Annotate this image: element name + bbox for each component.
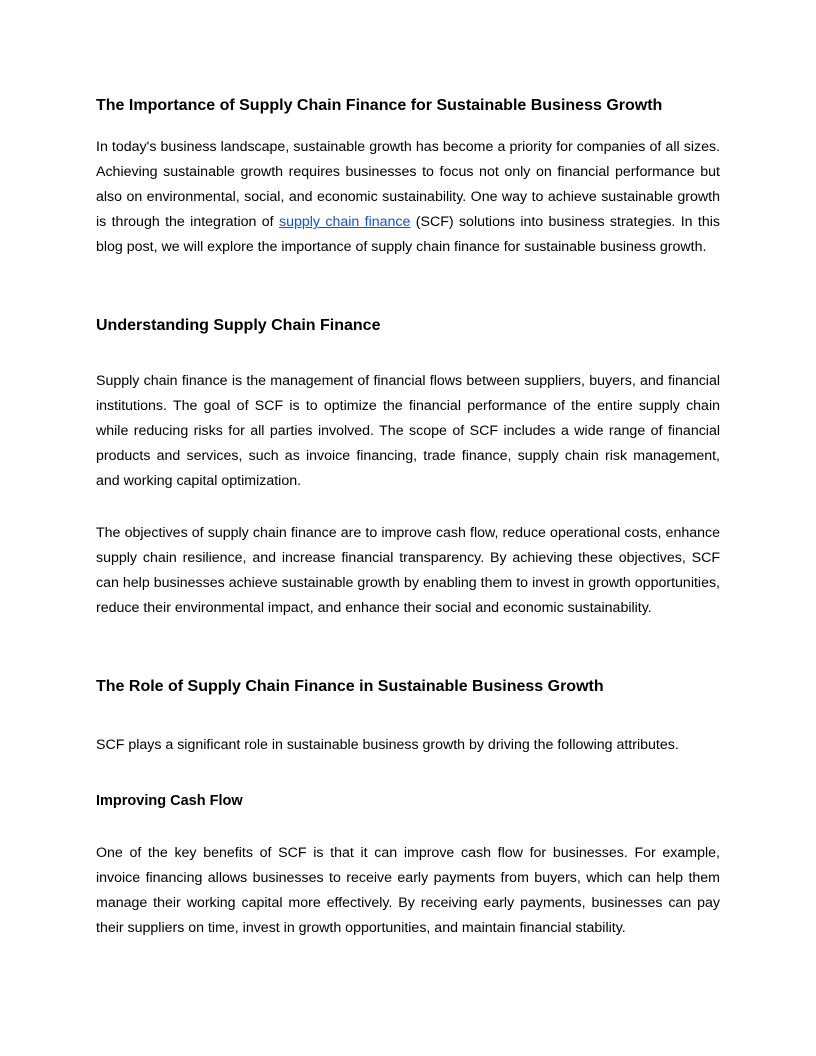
supply-chain-finance-link[interactable]: supply chain finance (279, 214, 411, 231)
intro-text-before-link: In today's business landscape, sustainable growth has become a priority for companies of all sizes. Achieving sustainable growth requires businesses to focus not only on financial performance but also on environmental, social, and economic sustainability. One way to achieve sustainable growth is through the integration of (96, 139, 720, 231)
section-heading-role-of-scf: The Role of Supply Chain Finance in Sustainable Business Growth (96, 678, 604, 695)
understanding-paragraph-2: The objectives of supply chain finance are to improve cash flow, reduce operational costs, enhance supply chain resilience, and increase financial transparency. By achieving these objectives, SCF can help businesses achieve sustainable growth by enabling them to invest in growth opportunities, reduce their environmental impact, and enhance their social and economic sustainability. (96, 525, 720, 617)
subheading-improving-cash-flow: Improving Cash Flow (96, 793, 243, 809)
understanding-paragraph-1: Supply chain finance is the management of financial flows between suppliers, buyers, and financial institutions. The goal of SCF is to optimize the financial performance of the entire supply chain while reducing risks for all parties involved. The scope of SCF includes a wide range of financial products and services, such as invoice financing, trade finance, supply chain risk management, and working capital optimization. (96, 373, 720, 490)
intro-paragraph (96, 135, 720, 260)
improving-cash-flow-paragraph: One of the key benefits of SCF is that it can improve cash flow for businesses. For example, invoice financing allows businesses to receive early payments from buyers, which can help them manage their working capital more effectively. By receiving early payments, businesses can pay their suppliers on time, invest in growth opportunities, and maintain financial stability. (96, 845, 720, 937)
document-title: The Importance of Supply Chain Finance for Sustainable Business Growth (96, 97, 663, 114)
section-heading-understanding-scf: Understanding Supply Chain Finance (96, 317, 381, 334)
intro-text-after-link: (SCF) solutions into business strategies. In this blog post, we will explore the importance of supply chain finance for sustainable business growth. (96, 214, 720, 256)
role-intro-paragraph: SCF plays a significant role in sustainable business growth by driving the following attributes. (96, 737, 679, 753)
